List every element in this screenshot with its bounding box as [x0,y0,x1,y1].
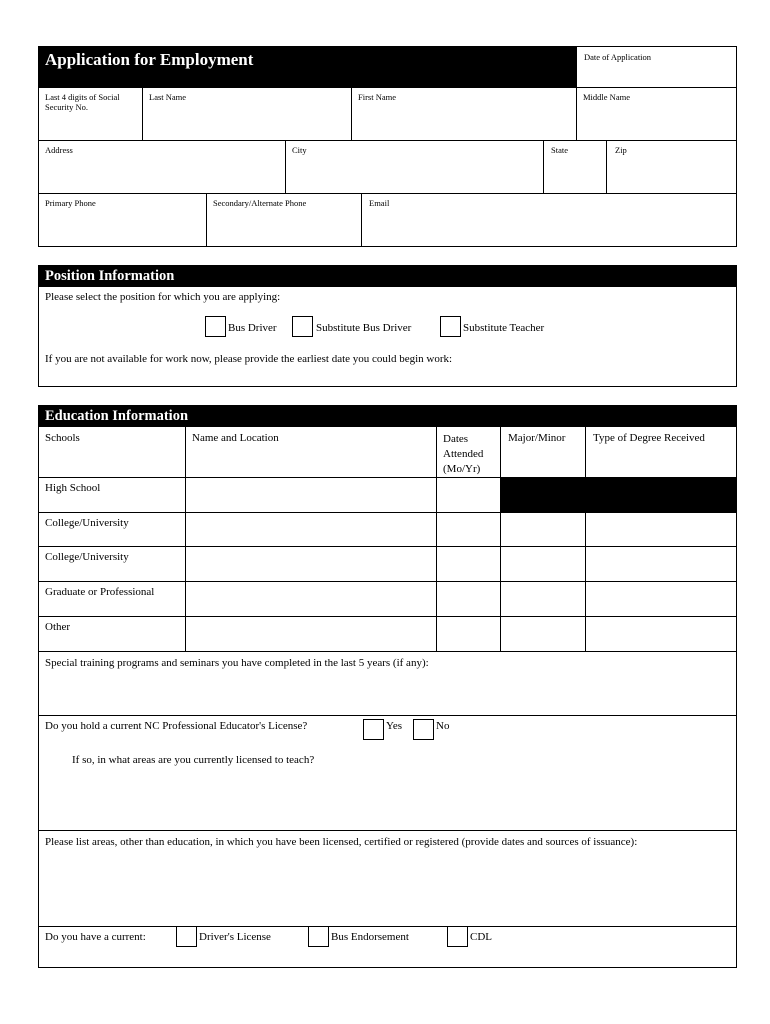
first-name-label: First Name [358,92,397,102]
zip-field[interactable] [607,141,736,193]
email-field[interactable] [362,194,736,246]
graduate-major-field[interactable] [501,582,585,616]
availability-date-field[interactable] [540,350,730,368]
state-field[interactable] [544,141,606,193]
address-label: Address [45,145,73,155]
ssn-label: Last 4 digits of Social Security No. [45,92,120,112]
col-name-location: Name and Location [192,432,279,444]
primary-phone-field[interactable] [39,194,206,246]
col-schools: Schools [45,432,80,444]
college-1-name-location-field[interactable] [186,513,436,546]
middle-name-label: Middle Name [583,92,630,102]
row-label-graduate: Graduate or Professional [45,586,155,598]
row-label-high-school: High School [45,482,101,494]
col-degree-type: Type of Degree Received [593,432,705,444]
other-degree-field[interactable] [586,617,736,651]
cdl-checkbox[interactable] [447,926,468,947]
last-name-label: Last Name [149,92,187,102]
state-label: State [551,145,568,155]
license-areas-field[interactable] [40,770,735,828]
high-school-name-location-field[interactable] [186,478,436,512]
city-label: City [292,145,307,155]
bus-driver-checkbox[interactable] [205,316,226,337]
college-2-degree-field[interactable] [586,547,736,581]
graduate-name-location-field[interactable] [186,582,436,616]
city-field[interactable] [286,141,543,193]
bus-driver-label: Bus Driver [228,322,277,334]
address-field[interactable] [39,141,285,193]
college-1-dates-field[interactable] [437,513,500,546]
college-2-major-field[interactable] [501,547,585,581]
row-label-other: Other [45,621,71,633]
drivers-license-label: Driver's License [199,931,271,943]
graduate-degree-field[interactable] [586,582,736,616]
college-1-degree-field[interactable] [586,513,736,546]
bus-endorsement-checkbox[interactable] [308,926,329,947]
last-name-field[interactable] [143,89,351,140]
license-no-checkbox[interactable] [413,719,434,740]
ssn-field[interactable] [39,89,142,140]
substitute-teacher-checkbox[interactable] [440,316,461,337]
primary-phone-label: Primary Phone [45,198,96,208]
secondary-phone-field[interactable] [207,194,361,246]
substitute-bus-driver-label: Substitute Bus Driver [316,322,412,334]
row-label-college-2: College/University [45,551,129,563]
col-major-minor: Major/Minor [508,432,566,444]
college-2-name-location-field[interactable] [186,547,436,581]
license-no-label: No [436,720,450,732]
form-title: Application for Employment [38,46,576,88]
other-licenses-field[interactable] [40,868,735,924]
email-label: Email [369,198,390,208]
drivers-license-checkbox[interactable] [176,926,197,947]
special-training-field[interactable] [40,675,735,713]
date-of-application-field[interactable] [576,46,737,88]
high-school-blocked-cell [500,477,737,512]
current-credentials-prompt: Do you have a current: [45,931,146,943]
first-name-field[interactable] [352,89,576,140]
col-dates-attended: Dates Attended (Mo/Yr) [443,433,484,475]
license-areas-prompt: If so, in what areas are you currently licensed to teach? [72,754,315,766]
other-licenses-prompt: Please list areas, other than education, in which you have been licensed, certified or registered (provide dates and sources of issuance): [45,836,638,848]
row-label-college-1: College/University [45,517,129,529]
substitute-bus-driver-checkbox[interactable] [292,316,313,337]
availability-prompt: If you are not available for work now, please provide the earliest date you could begin work: [45,353,453,365]
high-school-dates-field[interactable] [437,478,500,512]
special-training-prompt: Special training programs and seminars you have completed in the last 5 years (if any): [45,657,429,669]
graduate-dates-field[interactable] [437,582,500,616]
other-dates-field[interactable] [437,617,500,651]
bus-endorsement-label: Bus Endorsement [331,931,409,943]
substitute-teacher-label: Substitute Teacher [463,322,545,334]
secondary-phone-label: Secondary/Alternate Phone [213,198,307,208]
other-name-location-field[interactable] [186,617,436,651]
cdl-label: CDL [470,931,492,943]
zip-label: Zip [615,145,627,155]
position-heading: Position Information [38,265,737,287]
education-heading: Education Information [38,405,737,427]
date-of-application-label: Date of Application [584,52,652,62]
college-1-major-field[interactable] [501,513,585,546]
license-yes-checkbox[interactable] [363,719,384,740]
position-prompt: Please select the position for which you are applying: [45,291,281,303]
college-2-dates-field[interactable] [437,547,500,581]
license-yes-label: Yes [386,720,403,732]
other-major-field[interactable] [501,617,585,651]
license-question: Do you hold a current NC Professional Educator's License? [45,720,308,732]
middle-name-field[interactable] [577,89,736,140]
